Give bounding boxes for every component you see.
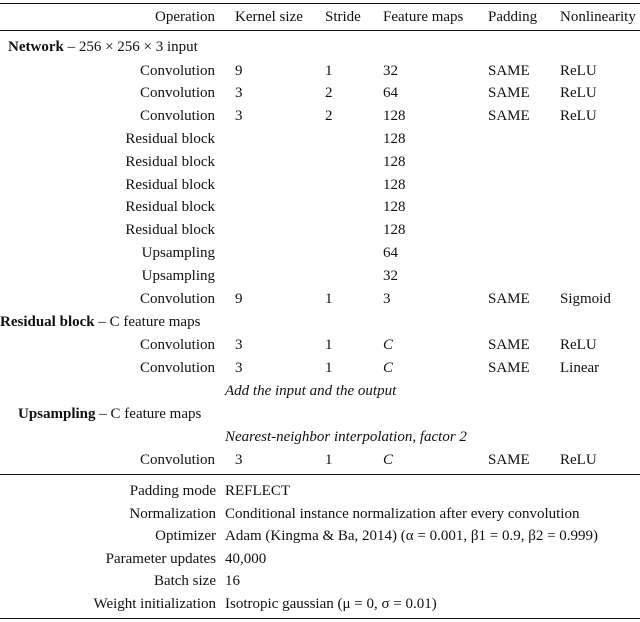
middle-rule <box>0 474 640 475</box>
setting-label: Batch size <box>153 573 216 590</box>
section-upsampling <box>0 403 640 425</box>
cell-stride: 1 <box>325 290 333 307</box>
setting-label: Weight initialization <box>93 596 216 612</box>
cell-feature-maps: C <box>383 452 394 468</box>
cell-operation: Convolution <box>139 108 215 125</box>
cell-padding: SAME <box>488 360 530 376</box>
cell-stride: 1 <box>325 360 333 376</box>
settings-row <box>0 525 640 547</box>
setting-value: Conditional instance normalization after every convolution <box>225 505 580 522</box>
header-stride: Stride <box>325 9 361 25</box>
header-padding: Padding <box>488 9 538 25</box>
upsampling-note-row <box>0 426 640 448</box>
cell-feature-maps: C <box>383 360 394 376</box>
cell-kernel-size: 9 <box>235 62 243 79</box>
header-operation: Operation <box>155 9 215 25</box>
setting-value: REFLECT <box>225 483 291 499</box>
cell-feature-maps: 32 <box>383 267 398 284</box>
header-kernel-size: Kernel size <box>235 9 303 25</box>
setting-label: Padding mode <box>129 483 216 499</box>
setting-label: Parameter updates <box>105 550 216 567</box>
cell-feature-maps: C <box>383 337 394 353</box>
cell-feature-maps: 128 <box>383 108 406 125</box>
bottom-rule <box>0 618 640 619</box>
residual-note-row <box>0 380 640 402</box>
cell-padding: SAME <box>488 108 530 125</box>
section-network-caption: – 256 × 256 × 3 input <box>63 39 198 55</box>
cell-nonlinearity: Sigmoid <box>560 290 611 307</box>
cell-feature-maps: 128 <box>383 176 406 193</box>
section-upsampling-caption: – C feature maps <box>95 406 202 422</box>
table-row <box>0 174 640 196</box>
upsampling-note: Nearest-neighbor interpolation, factor 2 <box>225 429 467 445</box>
table-row <box>0 196 640 218</box>
table-row <box>0 288 640 310</box>
cell-padding: SAME <box>488 62 530 79</box>
cell-operation: Convolution <box>139 85 215 102</box>
cell-feature-maps: 128 <box>383 153 406 170</box>
cell-padding: SAME <box>488 85 530 102</box>
cell-kernel-size: 3 <box>235 337 243 353</box>
setting-label: Normalization <box>129 505 216 522</box>
table-row <box>0 219 640 241</box>
cell-padding: SAME <box>488 290 530 307</box>
cell-nonlinearity: ReLU <box>560 108 597 125</box>
cell-stride: 1 <box>325 337 333 353</box>
table-row <box>0 128 640 150</box>
section-residual-title: Residual block <box>0 314 95 330</box>
setting-label: Optimizer <box>155 528 216 545</box>
table-row <box>0 357 640 379</box>
cell-nonlinearity: ReLU <box>560 452 597 468</box>
settings-row <box>0 503 640 525</box>
section-network-title: Network <box>8 39 64 55</box>
settings-row <box>0 593 640 615</box>
header-nonlinearity: Nonlinearity <box>560 9 636 25</box>
setting-value: 16 <box>225 573 240 590</box>
cell-stride: 1 <box>325 62 333 79</box>
header-row <box>0 6 640 28</box>
settings-row <box>0 480 640 502</box>
cell-kernel-size: 3 <box>235 85 243 102</box>
table-row <box>0 265 640 287</box>
cell-padding: SAME <box>488 452 530 468</box>
header-rule <box>0 30 640 31</box>
section-residual-caption: – C feature maps <box>94 314 201 330</box>
cell-stride: 2 <box>325 85 333 102</box>
section-upsampling-title: Upsampling <box>18 406 96 422</box>
cell-operation: Convolution <box>139 360 215 376</box>
header-feature-maps: Feature maps <box>383 9 464 25</box>
cell-kernel-size: 3 <box>235 452 243 468</box>
cell-feature-maps: 32 <box>383 62 398 79</box>
table-row <box>0 105 640 127</box>
cell-feature-maps: 128 <box>383 199 406 216</box>
table-row <box>0 60 640 82</box>
cell-nonlinearity: ReLU <box>560 337 597 353</box>
cell-operation: Residual block <box>125 153 215 170</box>
section-residual <box>0 311 640 333</box>
table-row <box>0 151 640 173</box>
cell-operation: Residual block <box>125 222 215 239</box>
cell-operation: Convolution <box>139 290 215 307</box>
table-row <box>0 242 640 264</box>
cell-operation: Convolution <box>139 452 215 468</box>
cell-kernel-size: 9 <box>235 290 243 307</box>
setting-value: Isotropic gaussian (μ = 0, σ = 0.01) <box>225 596 437 612</box>
setting-value: Adam (Kingma & Ba, 2014) (α = 0.001, β1 = 0.9, β2 = 0.999) <box>225 528 599 545</box>
setting-value: 40,000 <box>225 550 267 567</box>
cell-operation: Upsampling <box>141 244 215 261</box>
table-row <box>0 334 640 356</box>
cell-nonlinearity: ReLU <box>560 85 597 102</box>
cell-padding: SAME <box>488 337 530 353</box>
residual-note: Add the input and the output <box>225 383 397 399</box>
cell-feature-maps: 64 <box>383 85 398 102</box>
cell-operation: Residual block <box>125 176 215 193</box>
cell-operation: Residual block <box>125 199 215 216</box>
cell-operation: Convolution <box>139 62 215 79</box>
cell-kernel-size: 3 <box>235 108 243 125</box>
cell-stride: 2 <box>325 108 333 125</box>
cell-feature-maps: 3 <box>383 290 391 307</box>
cell-nonlinearity: ReLU <box>560 62 597 79</box>
top-rule <box>0 3 640 4</box>
cell-feature-maps: 128 <box>383 130 406 147</box>
cell-nonlinearity: Linear <box>560 360 600 376</box>
cell-operation: Upsampling <box>141 267 215 284</box>
cell-operation: Residual block <box>125 130 215 147</box>
table-row <box>0 449 640 471</box>
cell-stride: 1 <box>325 452 333 468</box>
settings-row <box>0 548 640 570</box>
table-row <box>0 82 640 104</box>
section-network <box>0 36 640 58</box>
cell-kernel-size: 3 <box>235 360 243 376</box>
cell-feature-maps: 128 <box>383 222 406 239</box>
cell-operation: Convolution <box>139 337 215 353</box>
settings-row <box>0 570 640 592</box>
cell-feature-maps: 64 <box>383 244 398 261</box>
